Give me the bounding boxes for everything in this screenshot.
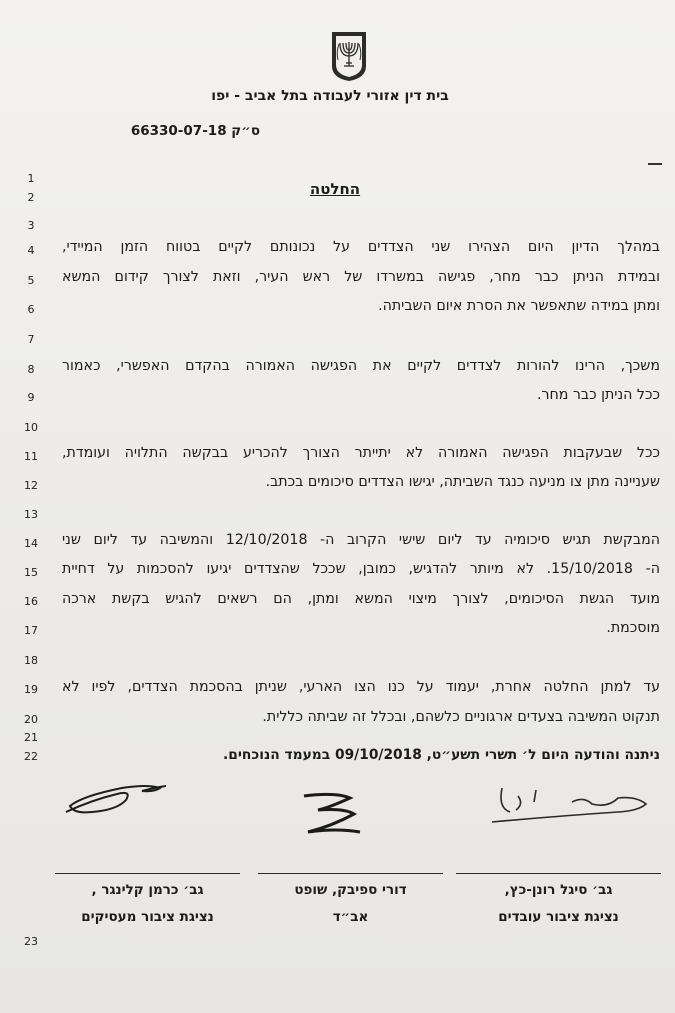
body-line: ככל הניתן כבר מחר. [536,387,660,403]
signature-line-center [258,873,443,874]
signature-right [488,778,656,830]
signature-line-right [456,873,661,874]
signatory-center-role: אב״ד [332,909,369,925]
line-number: 22 [24,750,38,763]
signatory-center-name: דורי ספיבק, שופט [294,882,407,898]
line-number: 18 [24,654,38,667]
line-number: 14 [24,537,38,550]
line-number: 7 [27,333,35,346]
case-number-value: 66330-07-18 [130,123,227,139]
signature-center [288,792,368,840]
body-line: ומתן במידה שתאפשר את הסרת איום השביתה. [378,298,660,314]
body-line: תנקוט המשיבה בצעדים ארגוניים כלשהם, ובכלל זה שביתה כללית. [262,709,660,725]
line-number: 16 [24,595,38,608]
line-number: 17 [24,624,38,637]
body-line: מוסכמת. [606,620,660,636]
body-line: ככל שבעקבות הפגישה האמורה לא יתייתר הצורך להכריע בבקשה התלויה ועומדת, [62,445,660,461]
signatory-left-role: נציגת ציבור מעסיקים [81,909,214,925]
signature-line-left [55,873,240,874]
line-number: 21 [24,731,38,744]
given-statement: ניתנה והודעה היום ל׳ תשרי תשע״ט, 09/10/2018 במעמד הנוכחים. [223,747,660,763]
case-number [60,123,260,139]
body-line: שעניינה מתן צו מניעה כנגד השביתה, יגישו הצדדים סיכומים בכתב. [265,474,660,490]
line-number: 3 [27,219,35,232]
line-number: 8 [27,363,35,376]
line-number: 4 [27,244,35,257]
signatory-right-role: נציגת ציבור עובדים [498,909,619,925]
line-number: 6 [27,303,35,316]
margin-mark [648,163,662,165]
case-prefix: ס״ק [231,123,260,139]
state-emblem-icon [330,30,368,82]
line-number: 9 [27,391,35,404]
signatory-left-name: גב׳ כרמן קלינגר , [91,882,204,898]
line-number: 20 [24,713,38,726]
line-number: 10 [24,421,38,434]
line-number: 1 [27,172,35,185]
line-number: 13 [24,508,38,521]
line-number: 11 [24,450,38,463]
body-line: ובמידת הניתן כבר מחר, פגישה במשרדו של ראש העיר, וזאת לצורך קידום המשא [62,269,660,285]
line-number: 12 [24,479,38,492]
line-number: 19 [24,683,38,696]
signature-left [62,778,172,823]
line-number: 15 [24,566,38,579]
signatory-right-name: גב׳ סיגל רונן-כץ, [504,882,613,898]
line-number: 2 [27,191,35,204]
court-name: בית דין אזורי לעבודה בתל אביב - יפו [211,88,449,104]
body-line: משכך, הרינו להורות לצדדים לקיים את הפגישה האמורה בהקדם האפשרי, כאמור [62,358,660,374]
body-line: עד למתן החלטה אחרת, יעמוד על כנו הצו הארעי, שניתן בהסכמת הצדדים, לפיו לא [62,679,660,695]
body-line: מועד הגשת הסיכומים, לצורך מיצוי המשא ומתן, הם רשאים להגיש בקשת ארכה [62,591,660,607]
body-line: המבקשת תגיש סיכומיה עד ליום שישי הקרוב ה- 12/10/2018 והמשיבה עד ליום שני [62,532,660,548]
line-number: 23 [24,935,38,948]
decision-heading: החלטה [309,180,361,198]
body-line: ה- 15/10/2018. לא מיותר להדגיש, כמובן, שככל שהצדדים יגיעו להסכמות על דחיית [62,561,660,577]
line-number: 5 [27,274,35,287]
body-line: במהלך הדיון היום הצהירו שני הצדדים על נכונותם לקיים בטווח הזמן המיידי, [62,239,660,255]
